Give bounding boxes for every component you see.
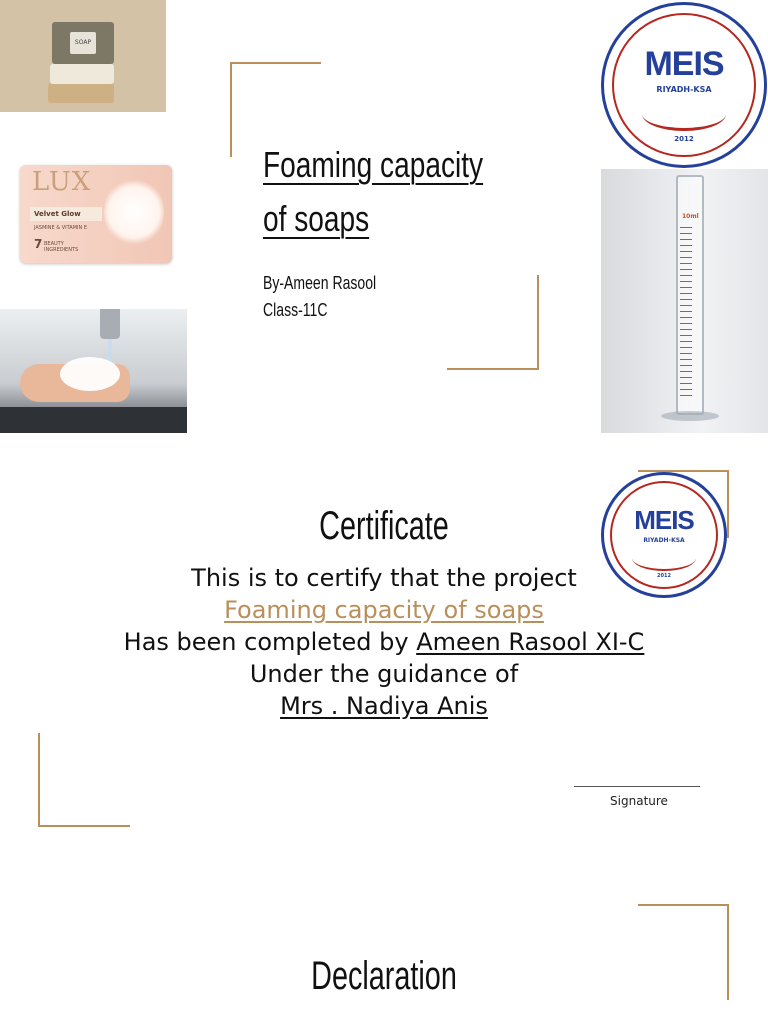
- certificate-teacher: Mrs . Nadiya Anis: [280, 692, 488, 720]
- certificate-completed-by: Has been completed by: [123, 628, 417, 656]
- project-title: [263, 138, 583, 246]
- cylinder-volume: 10ml: [682, 213, 699, 220]
- graduated-cylinder-photo: [601, 169, 768, 433]
- corner-bracket-bottom-left: [38, 733, 130, 827]
- cylinder-base-icon: [661, 411, 719, 421]
- lux-count: 7: [34, 237, 43, 251]
- logo-city-small: RIYADH-KSA: [643, 537, 685, 544]
- certificate-line-3: [0, 626, 768, 658]
- lux-ingredients: BEAUTY INGREDIENTS: [44, 241, 79, 253]
- project-title-line-2: of soaps: [263, 198, 370, 239]
- project-title-line-1: Foaming capacity: [263, 144, 484, 185]
- certificate-project-title: Foaming capacity of soaps: [224, 596, 544, 624]
- author-info: [263, 270, 523, 324]
- hand-washing-photo: [0, 309, 187, 433]
- certificate-heading: Certificate: [319, 504, 449, 548]
- soap-bars-photo: [0, 0, 166, 112]
- logo-text-small: MEIS: [634, 505, 694, 535]
- author-name: By-Ameen Rasool: [263, 273, 377, 293]
- soap-bar-middle: [50, 64, 114, 84]
- logo-year-small: 2012: [657, 573, 671, 579]
- certificate-line-4: Under the guidance of: [249, 660, 519, 688]
- certificate-body: [0, 562, 768, 722]
- cylinder-tube-icon: [676, 175, 704, 415]
- declaration-heading: Declaration: [311, 954, 457, 998]
- meis-logo: [601, 2, 767, 168]
- lux-brand: LUX: [32, 167, 92, 197]
- corner-bracket-top-right-2: [638, 904, 729, 1000]
- certificate-student: Ameen Rasool XI-C: [416, 628, 645, 656]
- soap-label: SOAP: [70, 32, 96, 54]
- jasmine-flower-icon: [104, 177, 164, 247]
- foam-icon: [60, 357, 120, 391]
- logo-city: RIYADH-KSA: [656, 85, 712, 94]
- lux-variant: Velvet Glow: [30, 207, 102, 221]
- laurel-icon: [642, 97, 726, 131]
- logo-text: MEIS: [644, 45, 724, 83]
- lux-soap-image: [20, 165, 172, 263]
- signature-line: [574, 786, 700, 787]
- signature-label: Signature: [610, 794, 668, 808]
- soap-bar-top: [52, 22, 114, 64]
- author-class: Class-11C: [263, 300, 328, 320]
- soap-bar-bottom: [48, 83, 114, 103]
- faucet-icon: [100, 309, 120, 339]
- lux-sub: JASMINE & VITAMIN E: [34, 225, 88, 231]
- certificate-line-1: This is to certify that the project: [191, 564, 577, 592]
- logo-year: 2012: [674, 135, 694, 143]
